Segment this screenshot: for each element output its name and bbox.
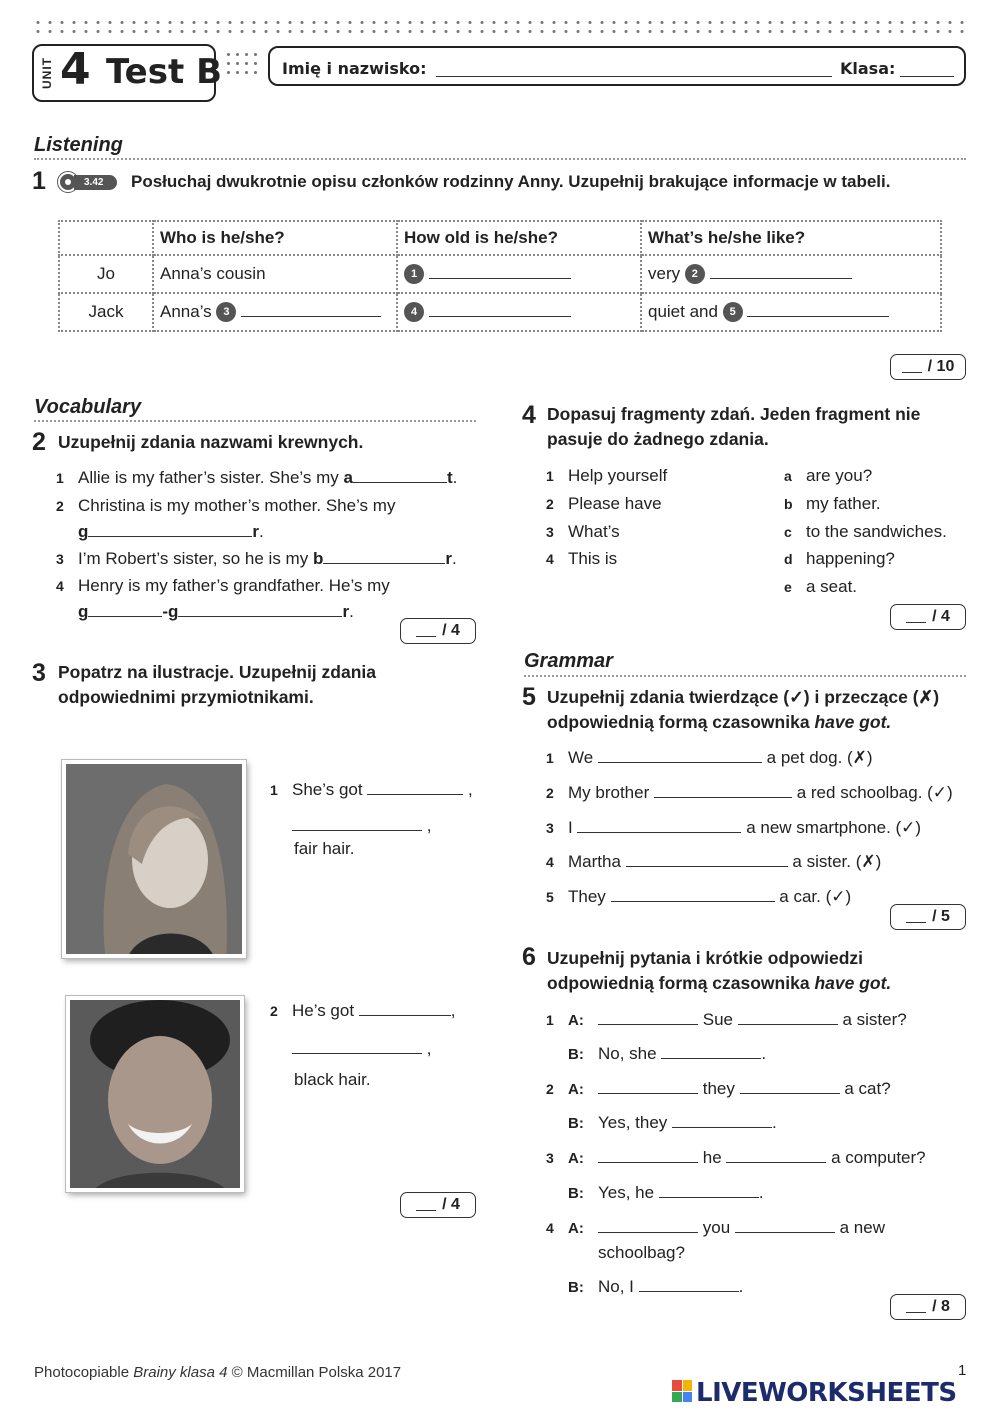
item-text: he [702, 1148, 722, 1167]
ex4-left-3 [546, 519, 620, 545]
man-portrait-illustration [70, 1000, 244, 1192]
answer-blank[interactable] [738, 1024, 838, 1025]
answer-blank[interactable] [639, 1291, 739, 1292]
photo-woman [62, 760, 246, 958]
copyright-text: © Macmillan Polska 2017 [231, 1364, 402, 1381]
score-blank[interactable] [906, 1301, 926, 1313]
ex6-item-4-b: B: No, I . [568, 1274, 743, 1301]
class-label: Klasa: [840, 59, 896, 78]
item-letter: b [784, 496, 793, 512]
answer-blank[interactable] [429, 278, 571, 279]
item-text: Christina is my mother’s mother. She’s my [78, 496, 396, 515]
answer-blank[interactable] [598, 762, 762, 763]
answer-blank[interactable] [323, 563, 445, 564]
ex4-right-b[interactable] [784, 491, 881, 517]
score-box-ex5 [890, 904, 966, 930]
ex2-item-4 [56, 573, 456, 625]
answer-blank[interactable] [747, 316, 889, 317]
item-text: a car. (✓) [779, 887, 852, 906]
table-cell-old [397, 293, 641, 331]
item-text: you [702, 1218, 731, 1237]
item-text: a pet dog. (✗) [766, 748, 873, 767]
exercise-4-number: 4 [522, 401, 536, 429]
ex5-item-2 [546, 780, 953, 806]
item-text: He’s got [292, 1001, 355, 1020]
speaker-b: B: [568, 1279, 584, 1296]
item-text: a sister. (✗) [792, 852, 882, 871]
ex5-item-1 [546, 745, 873, 771]
item-number: 3 [546, 1150, 554, 1166]
ex3-item-2-end: black hair. [294, 1070, 371, 1089]
answer-blank[interactable] [598, 1024, 698, 1025]
table-header: Who is he/she? [153, 221, 397, 255]
answer-blank[interactable] [598, 1232, 698, 1233]
ex6-item-1-a [546, 1007, 907, 1034]
ex2-item-1 [56, 465, 457, 491]
exercise-4-instruction: Dopasuj fragmenty zdań. Jeden fragment nie pasuje do żadnego zdania. [547, 404, 921, 449]
gap-number: 4 [404, 302, 424, 322]
item-number: 4 [546, 1220, 554, 1236]
listening-table [58, 220, 942, 332]
unit-number: 4 [60, 44, 91, 95]
item-number: 2 [546, 1081, 554, 1097]
answer-blank[interactable] [241, 316, 381, 317]
score-max: / 8 [932, 1298, 950, 1315]
copyright-title: Brainy klasa 4 [133, 1364, 228, 1381]
speaker-a: A: [568, 1081, 584, 1098]
ex4-left-2 [546, 491, 662, 517]
ex6-item-2-a [546, 1076, 891, 1103]
ex4-left-1 [546, 463, 667, 489]
class-field[interactable] [900, 76, 954, 77]
instruction-emphasis: have got. [814, 973, 892, 993]
table-cell-name: Jack [59, 293, 153, 331]
speaker-a: A: [568, 1220, 584, 1237]
item-number: 1 [546, 468, 554, 484]
item-number: 1 [270, 782, 278, 798]
item-text: they [702, 1079, 735, 1098]
first-letter: g [78, 522, 89, 541]
item-number: 3 [56, 551, 64, 567]
gap-number: 2 [685, 264, 705, 284]
item-letter: e [784, 579, 792, 595]
copyright [34, 1364, 401, 1381]
item-text: She’s got [292, 780, 363, 799]
ex5-item-4 [546, 849, 881, 875]
score-box-ex1 [890, 354, 966, 380]
item-text: I’m Robert’s sister, so he is my [78, 549, 309, 568]
item-text: a computer? [831, 1148, 926, 1167]
page-number: 1 [958, 1362, 967, 1379]
speaker-a: A: [568, 1150, 584, 1167]
exercise-5-instruction [547, 685, 967, 735]
item-text: This is [568, 549, 618, 568]
item-text: happening? [806, 549, 895, 568]
item-number: 2 [546, 785, 554, 801]
item-number: 4 [546, 854, 554, 870]
item-text: a cat? [844, 1079, 891, 1098]
speaker-a: A: [568, 1012, 584, 1029]
answer-blank[interactable] [88, 616, 162, 617]
first-letter: g [78, 602, 89, 621]
answer-blank[interactable] [598, 1093, 698, 1094]
header-dot-pattern-small [224, 50, 260, 80]
item-number: 1 [56, 470, 64, 486]
speaker-b: B: [568, 1046, 584, 1063]
ex5-item-5 [546, 884, 851, 910]
table-row [59, 293, 941, 331]
score-max: / 4 [932, 608, 950, 625]
item-number: 2 [546, 496, 554, 512]
exercise-1-instruction: Posłuchaj dwukrotnie opisu członków rodzinny Anny. Uzupełnij brakujące informacje w tabeli. [131, 172, 891, 191]
answer-blank[interactable] [359, 1015, 451, 1016]
item-number: 2 [56, 498, 64, 514]
item-text: Henry is my father’s grandfather. He’s my [78, 576, 390, 595]
last-letter: r [445, 549, 452, 568]
punct: , [426, 816, 432, 835]
ex3-item-2-line2 [292, 1036, 431, 1062]
item-text: my father. [806, 494, 881, 513]
exercise-6-instruction [547, 946, 967, 996]
section-listening: Listening [34, 134, 123, 156]
answer-blank[interactable] [611, 901, 775, 902]
table-cell-like [641, 293, 941, 331]
item-text: My brother [568, 783, 650, 802]
ex4-right-e[interactable] [784, 574, 857, 600]
first-letter: a [343, 468, 353, 487]
exercise-2-number: 2 [32, 428, 46, 456]
copyright-text: Photocopiable [34, 1364, 130, 1381]
punct: , [426, 1039, 432, 1058]
item-text: a new smartphone. (✓) [746, 818, 922, 837]
speaker-b: B: [568, 1115, 584, 1132]
score-blank[interactable] [902, 361, 922, 373]
unit-word: UNIT [40, 57, 54, 89]
item-text: What’s [568, 522, 620, 541]
score-blank[interactable] [906, 911, 926, 923]
table-cell-old [397, 255, 641, 293]
item-number: 5 [546, 889, 554, 905]
answer-blank[interactable] [735, 1232, 835, 1233]
item-text: Martha [568, 852, 621, 871]
name-label: Imię i nazwisko: [282, 59, 427, 78]
punct: . [259, 522, 264, 541]
woman-portrait-illustration [66, 764, 246, 958]
cell-text: very [648, 263, 681, 283]
answer-blank[interactable] [292, 1053, 422, 1054]
score-max: / 10 [927, 358, 955, 375]
liveworksheets-logo-icon [672, 1380, 692, 1402]
ex4-left-4 [546, 546, 617, 572]
item-number: 4 [56, 578, 64, 594]
ex4-right-d[interactable] [784, 546, 895, 572]
last-letter: t [446, 468, 453, 487]
section-grammar: Grammar [524, 650, 613, 672]
item-text: are you? [806, 466, 873, 485]
track-number: 3.42 [74, 175, 117, 190]
item-letter: c [784, 524, 792, 540]
middle-letter: -g [162, 602, 179, 621]
score-blank[interactable] [416, 1199, 436, 1211]
table-cell-who [153, 293, 397, 331]
item-number: 2 [270, 1003, 278, 1019]
exercise-3-number: 3 [32, 659, 46, 687]
ex6-item-4-a [546, 1215, 885, 1242]
item-text: We [568, 748, 594, 767]
answer-blank[interactable] [353, 482, 447, 483]
ex5-item-3 [546, 815, 921, 841]
ex6-item-1-b: B: No, she . [568, 1041, 766, 1068]
answer-blank[interactable] [626, 866, 788, 867]
answer-blank[interactable] [178, 616, 342, 617]
section-divider [34, 420, 476, 422]
answer-blank[interactable] [598, 1162, 698, 1163]
header-dot-pattern [32, 18, 968, 36]
answer-blank[interactable] [292, 830, 422, 831]
score-box-ex3 [400, 1192, 476, 1218]
ex6-item-3-a [546, 1145, 926, 1172]
ex2-item-3 [56, 546, 457, 572]
ex4-right-a[interactable] [784, 463, 872, 489]
ex3-item-1-end: fair hair. [294, 839, 355, 858]
score-blank[interactable] [416, 625, 436, 637]
liveworksheets-brand[interactable]: LIVEWORKSHEETS [696, 1378, 957, 1408]
ex2-item-2 [56, 493, 456, 545]
table-header-row [59, 221, 941, 255]
item-number: 3 [546, 524, 554, 540]
name-field[interactable] [436, 76, 832, 77]
score-max: / 4 [442, 1196, 460, 1213]
item-text: Yes, he [598, 1183, 655, 1202]
cell-text: Anna’s [160, 301, 212, 321]
ex6-item-4-a-cont: schoolbag? [598, 1243, 685, 1262]
table-cell-who: Anna’s cousin [153, 255, 397, 293]
exercise-1-number: 1 [32, 167, 46, 195]
answer-blank[interactable] [577, 832, 741, 833]
score-max: / 5 [932, 908, 950, 925]
item-text: a seat. [806, 577, 858, 596]
table-row [59, 255, 941, 293]
first-letter: b [312, 549, 324, 568]
item-text: Please have [568, 494, 662, 513]
instruction-text: Uzupełnij zdania twierdzące (✓) i przeczące (✗) odpowiednią formą czasownika [547, 687, 940, 732]
item-number: 1 [546, 750, 554, 766]
score-box-ex4 [890, 604, 966, 630]
gap-number: 3 [216, 302, 236, 322]
answer-blank[interactable] [88, 536, 252, 537]
item-text: No, she [598, 1044, 657, 1063]
item-text: a red schoolbag. (✓) [796, 783, 953, 802]
answer-blank[interactable] [661, 1058, 761, 1059]
ex6-item-2-b: B: Yes, they . [568, 1110, 777, 1137]
item-text: No, I [598, 1277, 634, 1296]
ex3-item-2 [270, 998, 456, 1024]
item-letter: a [784, 468, 792, 484]
ex3-item-1 [270, 777, 473, 803]
punct: . [452, 468, 458, 487]
item-text: I [568, 818, 573, 837]
table-header: What’s he/she like? [641, 221, 941, 255]
item-text: Allie is my father’s sister. She’s my [78, 468, 339, 487]
last-letter: r [252, 522, 260, 541]
item-text: to the sandwiches. [806, 522, 947, 541]
item-text: a sister? [842, 1010, 907, 1029]
score-box-ex2 [400, 618, 476, 644]
score-max: / 4 [442, 622, 460, 639]
answer-blank[interactable] [654, 797, 792, 798]
test-title: Test B [106, 52, 222, 92]
ex6-item-3-b: B: Yes, he . [568, 1180, 764, 1207]
item-text: They [568, 887, 606, 906]
section-divider [34, 158, 966, 160]
table-header-empty [59, 221, 153, 255]
speaker-b: B: [568, 1185, 584, 1202]
answer-blank[interactable] [659, 1197, 759, 1198]
answer-blank[interactable] [710, 278, 852, 279]
score-box-ex6 [890, 1294, 966, 1320]
cell-text: quiet and [648, 301, 718, 321]
gap-number: 1 [404, 264, 424, 284]
item-letter: d [784, 551, 793, 567]
punct: , [468, 780, 473, 799]
punct: , [450, 1001, 456, 1020]
answer-blank[interactable] [726, 1162, 826, 1163]
item-number: 3 [546, 820, 554, 836]
exercise-3-instruction: Popatrz na ilustracje. Uzupełnij zdania odpowiednimi przymiotnikami. [58, 662, 376, 707]
gap-number: 5 [723, 302, 743, 322]
punct: . [451, 549, 457, 568]
score-blank[interactable] [906, 611, 926, 623]
table-cell-like [641, 255, 941, 293]
instruction-text: Uzupełnij pytania i krótkie odpowiedzi odpowiednią formą czasownika [547, 948, 864, 993]
cd-track-badge [58, 172, 117, 192]
last-letter: r [342, 602, 350, 621]
exercise-5-number: 5 [522, 683, 536, 711]
table-cell-name: Jo [59, 255, 153, 293]
punct: . [349, 602, 354, 621]
answer-blank[interactable] [740, 1093, 840, 1094]
item-text: Sue [702, 1010, 733, 1029]
item-text: Help yourself [568, 466, 668, 485]
section-divider [524, 675, 966, 677]
instruction-emphasis: have got. [814, 712, 892, 732]
ex4-right-c[interactable] [784, 519, 947, 545]
section-vocabulary: Vocabulary [34, 396, 142, 418]
answer-blank[interactable] [672, 1127, 772, 1128]
item-text: a new [839, 1218, 885, 1237]
item-text: Yes, they [598, 1113, 668, 1132]
photo-man [66, 996, 244, 1192]
answer-blank[interactable] [429, 316, 571, 317]
item-number: 4 [546, 551, 554, 567]
item-number: 1 [546, 1012, 554, 1028]
table-header: How old is he/she? [397, 221, 641, 255]
exercise-2-instruction: Uzupełnij zdania nazwami krewnych. [58, 432, 364, 452]
exercise-6-number: 6 [522, 943, 536, 971]
answer-blank[interactable] [367, 794, 463, 795]
